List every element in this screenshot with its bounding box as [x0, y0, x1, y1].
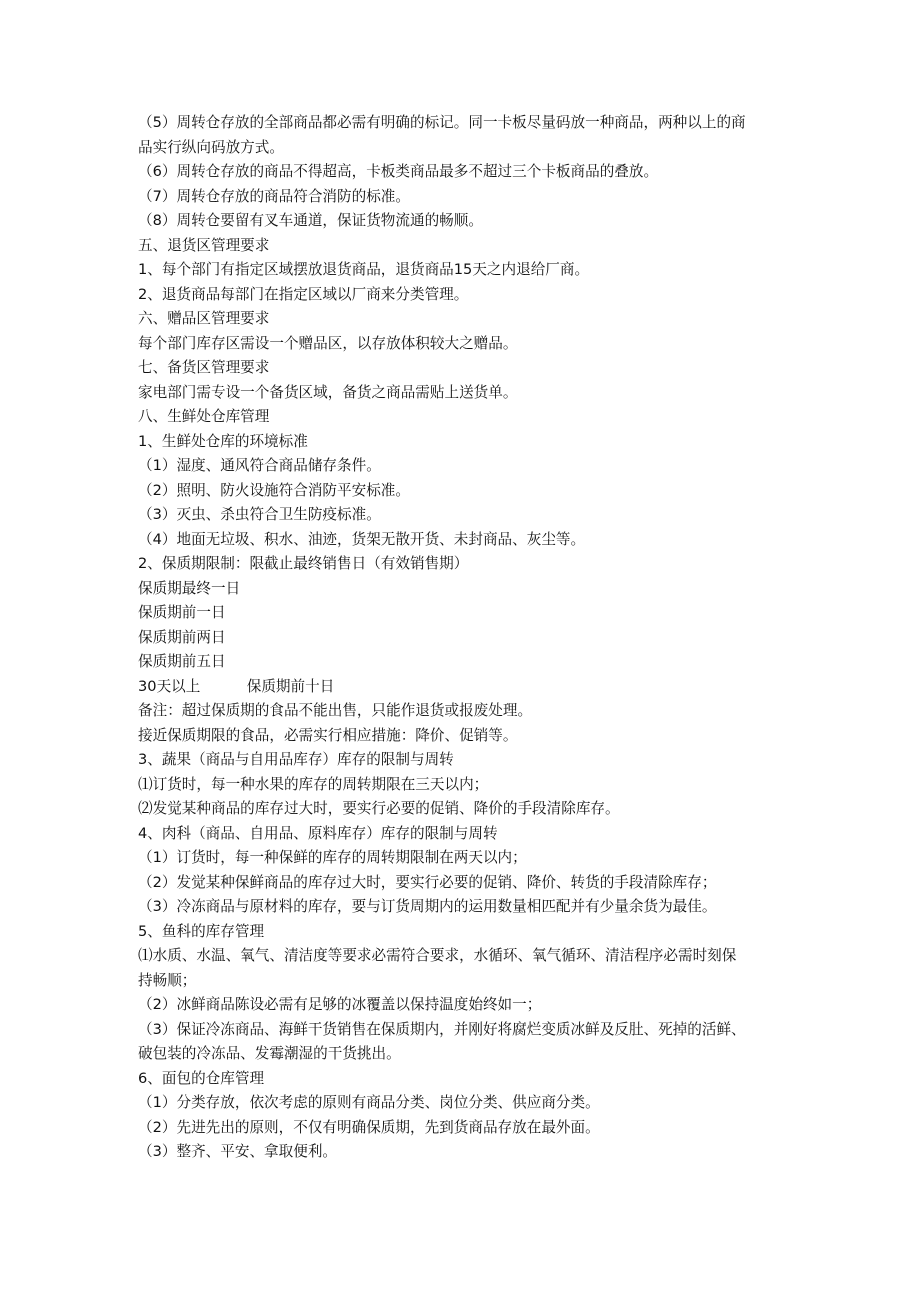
text-line: 1、每个部门有指定区域摆放退货商品，退货商品15天之内退给厂商。: [138, 261, 590, 278]
text-line: （1）分类存放，依次考虑的原则有商品分类、岗位分类、供应商分类。: [138, 1094, 600, 1111]
text-line: 每个部门库存区需设一个赠品区，以存放体积较大之赠品。: [138, 334, 518, 352]
text-line: 6、面包的仓库管理: [138, 1069, 265, 1087]
text-line: ⑴订货时，每一种水果的库存的周转期限在三天以内；: [138, 775, 489, 793]
text-line: 家电部门需专设一个备货区域，备货之商品需贴上送货单。: [138, 383, 518, 401]
text-line: （1）湿度、通风符合商品储存条件。: [138, 457, 381, 474]
text-line: 保质期前一日: [138, 604, 226, 621]
document-body: [138, 111, 828, 1165]
text-line: （3）冷冻商品与原材料的库存，要与订货周期内的运用数量相匹配并有少量余货为最佳。: [138, 898, 717, 915]
text-line: 接近保质期限的食品，必需实行相应措施：降价、促销等。: [138, 726, 518, 744]
text-line: 3、蔬果（商品与自用品库存）库存的限制与周转: [138, 751, 454, 768]
text-line: 持畅顺；: [138, 971, 197, 989]
text-line: （2）发觉某种保鲜商品的库存过大时，要实行必要的促销、降价、转货的手段清除库存；: [138, 873, 717, 891]
text-line: （4）地面无垃圾、积水、油迹，货架无散开货、未封商品、灰尘等。: [138, 530, 586, 548]
text-line: 2、保质期限制：限截止最终销售日（有效销售期）: [138, 555, 469, 572]
text-line: ⑴水质、水温、氧气、清洁度等要求必需符合要求，水循环、氧气循环、清洁程序必需时刻保: [138, 947, 737, 964]
text-line: （1）订货时，每一种保鲜的库存的周转期限制在两天以内；: [138, 849, 527, 866]
text-line: 保质期最终一日: [138, 579, 241, 597]
text-line: 保质期前两日: [138, 628, 226, 646]
text-line: ⑵发觉某种商品的库存过大时，要实行必要的促销、降价的手段清除库存。: [138, 800, 620, 817]
text-line: （2）先进先出的原则，不仅有明确保质期，先到货商品存放在最外面。: [138, 1118, 600, 1136]
text-line: （6）周转仓存放的商品不得超高，卡板类商品最多不超过三个卡板商品的叠放。: [138, 163, 659, 180]
text-line: （2）冰鲜商品陈设必需有足够的冰覆盖以保持温度始终如一；: [138, 996, 542, 1013]
text-line: （8）周转仓要留有叉车通道，保证货物流通的畅顺。: [138, 212, 483, 229]
text-line: 五、退货区管理要求: [138, 236, 270, 254]
text-line: 5、鱼科的库存管理: [138, 922, 265, 940]
text-line: （3）灭虫、杀虫符合卫生防疫标准。: [138, 506, 381, 523]
text-line: 30天以上 保质期前十日: [138, 677, 335, 695]
text-line: （2）照明、防火设施符合消防平安标准。: [138, 481, 410, 499]
text-line: 保质期前五日: [138, 653, 226, 670]
text-line: （5）周转仓存放的全部商品都必需有明确的标记。同一卡板尽量码放一种商品，两种以上的商: [138, 114, 746, 131]
text-line: 2、退货商品每部门在指定区域以厂商来分类管理。: [138, 285, 469, 303]
text-line: 品实行纵向码放方式。: [138, 138, 284, 156]
text-line: 七、备货区管理要求: [138, 359, 270, 376]
text-line: （3）保证冷冻商品、海鲜干货销售在保质期内，并刚好将腐烂变质冰鲜及反肚、死掉的活鲜、: [138, 1020, 746, 1038]
text-line: 破包装的冷冻品、发霉潮湿的干货挑出。: [138, 1045, 401, 1062]
text-line: 六、赠品区管理要求: [138, 310, 270, 327]
text-line: （7）周转仓存放的商品符合消防的标准。: [138, 187, 410, 205]
text-line: 备注：超过保质期的食品不能出售，只能作退货或报废处理。: [138, 702, 533, 719]
text-line: 八、生鲜处仓库管理: [138, 408, 270, 425]
text-line: 4、肉科（商品、自用品、原料库存）库存的限制与周转: [138, 824, 498, 842]
text-line: （3）整齐、平安、拿取便利。: [138, 1143, 338, 1160]
text-line: 1、生鲜处仓库的环境标准: [138, 432, 308, 450]
